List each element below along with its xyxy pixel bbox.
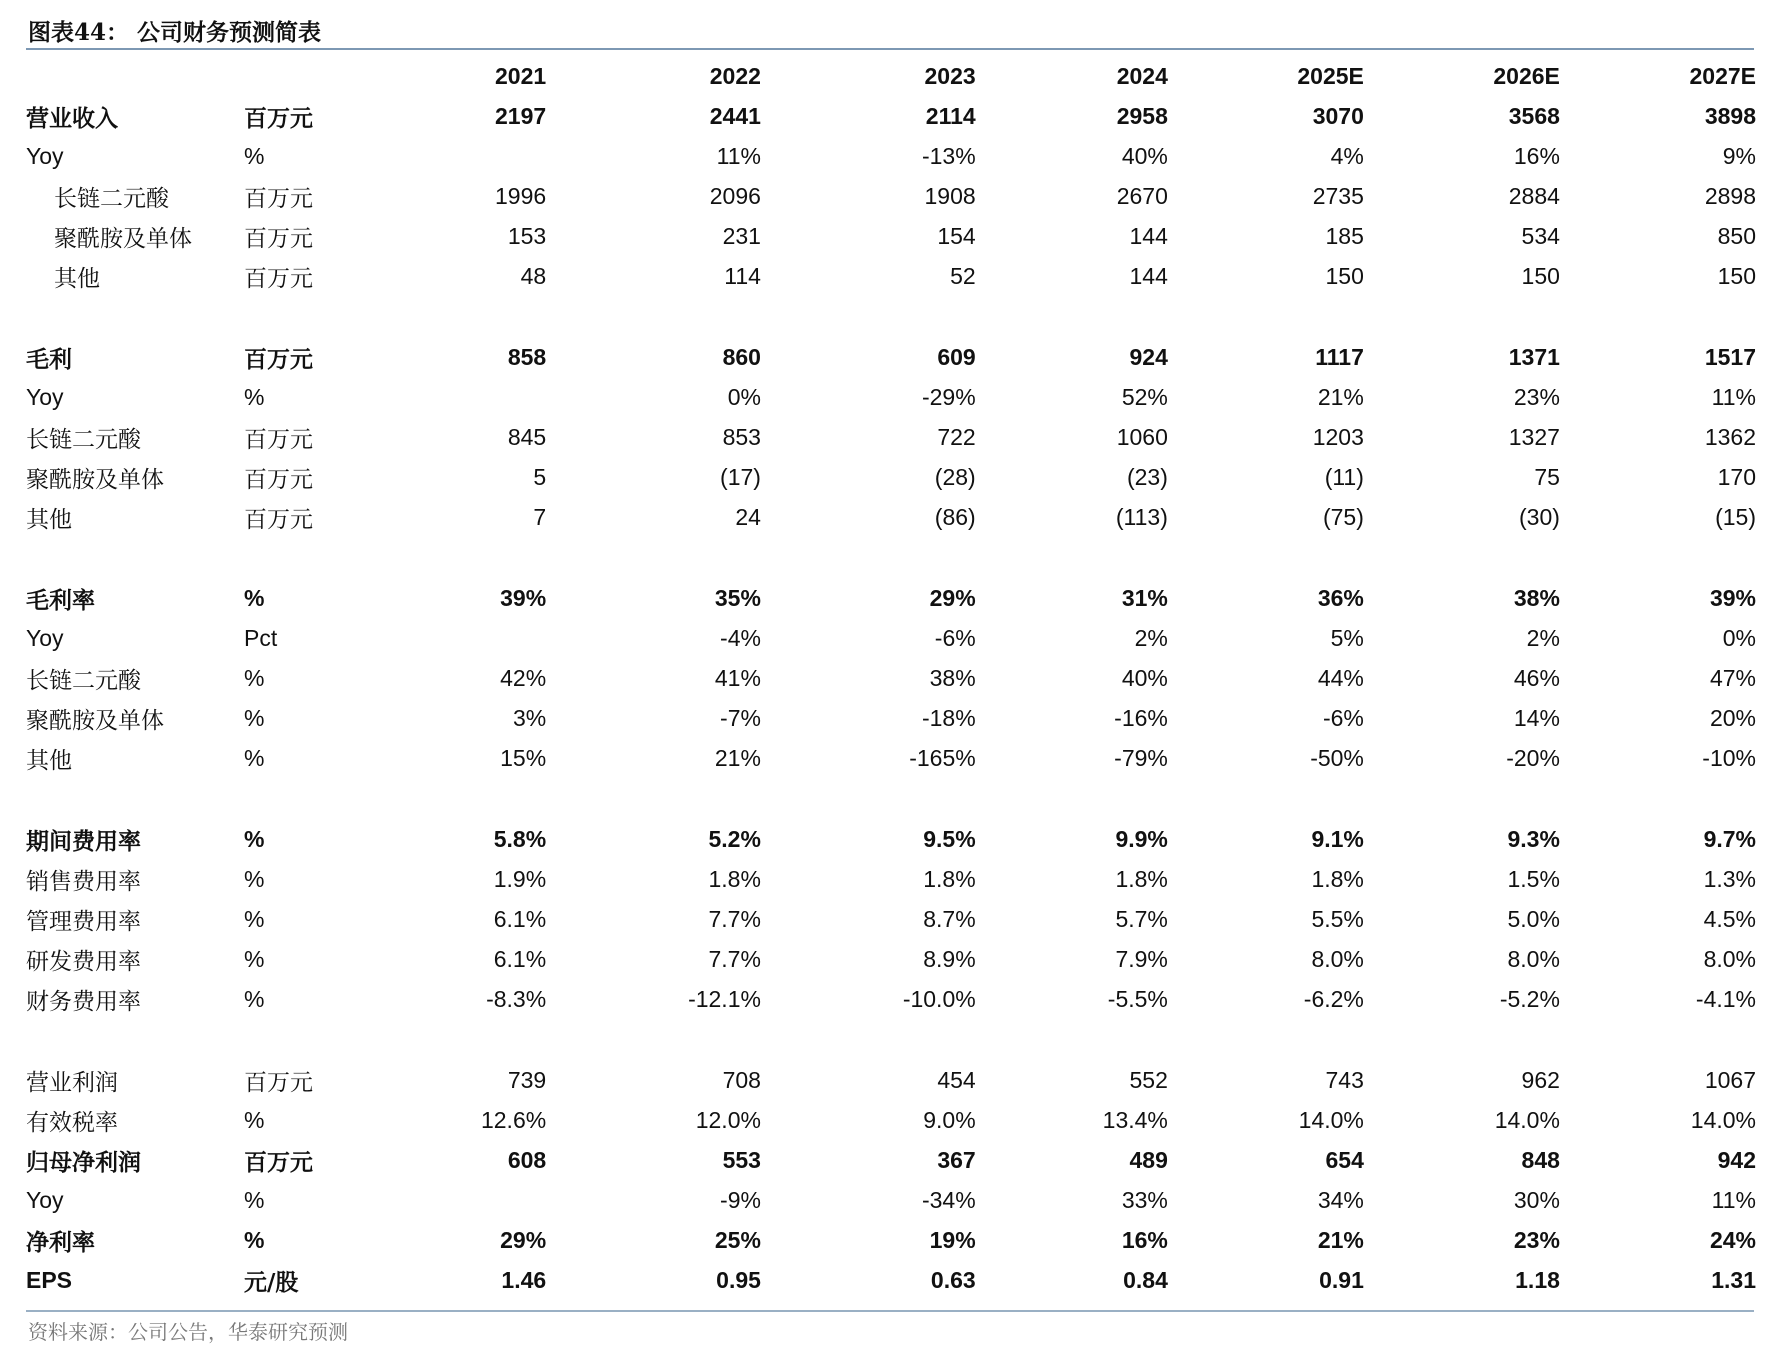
row-unit: % — [244, 825, 265, 852]
value-cell: 5 — [533, 463, 547, 490]
value-cell: 9.1% — [1311, 825, 1364, 852]
value-cell: -18% — [921, 704, 976, 731]
table-title: 图表44： 公司财务预测简表 — [28, 19, 322, 46]
row-label: 其他 — [26, 747, 72, 774]
value-cell: 2197 — [495, 102, 547, 129]
value-cell: -29% — [921, 383, 976, 410]
value-cell: 14% — [1513, 704, 1560, 731]
value-cell: 15% — [500, 744, 547, 771]
value-cell: 39% — [500, 584, 547, 611]
value-cell: 44% — [1317, 664, 1364, 691]
row-unit: 百万元 — [244, 466, 313, 493]
row-label: 有效税率 — [26, 1109, 118, 1136]
table-row — [26, 417, 1756, 457]
value-cell: 853 — [722, 423, 761, 450]
value-cell: 1.3% — [1703, 865, 1756, 892]
value-cell: -79% — [1114, 744, 1168, 771]
value-cell: 170 — [1717, 463, 1756, 490]
row-unit: 百万元 — [244, 185, 313, 212]
value-cell: 33% — [1121, 1186, 1168, 1213]
table-row — [26, 578, 1756, 618]
value-cell: 12.0% — [695, 1106, 761, 1133]
value-cell: 75 — [1534, 463, 1560, 490]
row-unit: % — [244, 584, 265, 611]
value-cell: 9% — [1722, 142, 1756, 169]
value-cell: 48 — [520, 262, 547, 289]
value-cell: 860 — [722, 343, 761, 370]
value-cell: 24% — [1709, 1226, 1756, 1253]
value-cell: 31% — [1121, 584, 1168, 611]
row-unit: Pct — [244, 624, 278, 651]
value-cell: 1.31 — [1711, 1266, 1756, 1293]
value-cell: 144 — [1129, 222, 1168, 249]
value-cell: 40% — [1121, 664, 1168, 691]
value-cell: 14.0% — [1494, 1106, 1560, 1133]
value-cell: 850 — [1717, 222, 1756, 249]
table-row — [26, 256, 1756, 296]
table-row — [26, 1140, 1756, 1180]
value-cell: 3070 — [1312, 102, 1364, 129]
value-cell: 231 — [722, 222, 761, 249]
value-cell: 7.7% — [708, 945, 761, 972]
value-cell: 4% — [1330, 142, 1364, 169]
value-cell: 150 — [1325, 262, 1364, 289]
value-cell: 708 — [722, 1066, 761, 1093]
table-row — [26, 337, 1756, 377]
value-cell: 2096 — [709, 182, 761, 209]
top-rule — [26, 48, 1754, 50]
value-cell: 2898 — [1704, 182, 1756, 209]
row-unit: % — [244, 1106, 265, 1133]
table-row — [26, 1220, 1756, 1260]
value-cell: 21% — [1317, 383, 1364, 410]
value-cell: 153 — [507, 222, 547, 249]
value-cell: 609 — [937, 343, 976, 370]
spacer-cell — [26, 1019, 1756, 1060]
row-label: 归母净利润 — [26, 1148, 141, 1176]
row-label: 长链二元酸 — [54, 185, 169, 212]
value-cell: 29% — [929, 584, 976, 611]
value-cell: 23% — [1513, 383, 1560, 410]
row-label: 毛利 — [26, 345, 72, 373]
value-cell — [354, 618, 546, 658]
value-cell: (30) — [1519, 503, 1560, 530]
row-label: 财务费用率 — [26, 988, 141, 1015]
column-header: 2024 — [1116, 62, 1168, 89]
value-cell: 5.0% — [1507, 905, 1560, 932]
table-row — [26, 1260, 1756, 1300]
source-note: 资料来源：公司公告，华泰研究预测 — [28, 1320, 348, 1344]
table-row — [26, 176, 1756, 216]
value-cell: 8.7% — [923, 905, 976, 932]
row-label: 毛利率 — [26, 586, 95, 614]
value-cell: -16% — [1114, 704, 1168, 731]
value-cell: -7% — [720, 704, 761, 731]
value-cell: 2884 — [1508, 182, 1560, 209]
value-cell: 858 — [507, 343, 547, 370]
row-label: Yoy — [26, 1186, 64, 1213]
value-cell: -13% — [921, 142, 976, 169]
row-unit: % — [244, 664, 265, 691]
value-cell: 2958 — [1116, 102, 1168, 129]
value-cell: 553 — [722, 1146, 761, 1173]
row-unit: % — [244, 1186, 265, 1213]
bottom-rule — [26, 1310, 1754, 1312]
value-cell: 5.7% — [1115, 905, 1168, 932]
value-cell: 47% — [1709, 664, 1756, 691]
value-cell: 7.7% — [708, 905, 761, 932]
row-unit: % — [244, 383, 265, 410]
value-cell: 52% — [1121, 383, 1168, 410]
spacer-cell — [26, 296, 1756, 337]
value-cell: 1.8% — [1311, 865, 1364, 892]
value-cell: 38% — [1513, 584, 1560, 611]
row-label: EPS — [26, 1266, 73, 1293]
spacer-row — [26, 537, 1756, 578]
row-label: 营业利润 — [26, 1069, 118, 1096]
row-label: 期间费用率 — [26, 827, 141, 855]
row-unit: 百万元 — [244, 426, 313, 453]
spacer-row — [26, 296, 1756, 337]
table-row — [26, 618, 1756, 658]
value-cell: 150 — [1521, 262, 1560, 289]
table-row — [26, 377, 1756, 417]
value-cell: -165% — [909, 744, 976, 771]
value-cell: 0% — [727, 383, 761, 410]
value-cell: -5.2% — [1499, 985, 1560, 1012]
row-label: 研发费用率 — [26, 948, 141, 975]
value-cell: 14.0% — [1690, 1106, 1756, 1133]
value-cell: 9.0% — [923, 1106, 976, 1133]
row-unit: 百万元 — [244, 1148, 313, 1176]
value-cell: 38% — [929, 664, 976, 691]
column-header: 2027E — [1689, 62, 1756, 89]
value-cell: 2670 — [1116, 182, 1168, 209]
value-cell: 1117 — [1315, 343, 1364, 370]
column-header: 2021 — [495, 62, 547, 89]
value-cell: 8.9% — [923, 945, 976, 972]
value-cell: 42% — [500, 664, 547, 691]
value-cell: 1.9% — [493, 865, 547, 892]
value-cell: -4.1% — [1695, 985, 1756, 1012]
value-cell: 30% — [1513, 1186, 1560, 1213]
value-cell: 11% — [716, 142, 761, 169]
row-unit: % — [244, 704, 265, 731]
table-row — [26, 457, 1756, 497]
value-cell: 2735 — [1312, 182, 1364, 209]
table-row — [26, 819, 1756, 859]
value-cell: 39% — [1709, 584, 1756, 611]
value-cell: (23) — [1126, 463, 1168, 490]
value-cell: 848 — [1521, 1146, 1560, 1173]
row-unit: 百万元 — [244, 1069, 313, 1096]
table-row — [26, 1100, 1756, 1140]
value-cell: 454 — [937, 1066, 976, 1093]
row-label: 销售费用率 — [26, 868, 141, 895]
value-cell: 20% — [1709, 704, 1756, 731]
value-cell: 34% — [1317, 1186, 1364, 1213]
table-row — [26, 136, 1756, 176]
table-row — [26, 698, 1756, 738]
value-cell: 114 — [724, 262, 761, 289]
value-cell: 552 — [1129, 1066, 1168, 1093]
value-cell: 9.5% — [923, 825, 976, 852]
value-cell: (28) — [934, 463, 976, 490]
value-cell: -12.1% — [688, 985, 761, 1012]
table-body — [26, 96, 1756, 1300]
financial-forecast-table — [26, 56, 1756, 1300]
value-cell: 5.8% — [493, 825, 547, 852]
column-header: 2026E — [1493, 62, 1560, 89]
value-cell: (113) — [1115, 503, 1168, 530]
value-cell: 16% — [1513, 142, 1560, 169]
value-cell: 7 — [533, 503, 547, 530]
value-cell: -20% — [1506, 744, 1560, 771]
row-unit: % — [244, 945, 265, 972]
value-cell: 3898 — [1704, 102, 1756, 129]
value-cell: 1327 — [1508, 423, 1560, 450]
value-cell: 3% — [512, 704, 547, 731]
value-cell: 24 — [735, 503, 761, 530]
value-cell: 0.84 — [1123, 1266, 1168, 1293]
value-cell: 6.1% — [493, 945, 547, 972]
row-unit: % — [244, 985, 265, 1012]
table-row — [26, 738, 1756, 778]
row-unit: % — [244, 142, 265, 169]
value-cell: 11% — [1711, 383, 1756, 410]
table-row — [26, 96, 1756, 136]
row-label: 其他 — [54, 265, 100, 292]
spacer-cell — [26, 537, 1756, 578]
value-cell: 52 — [950, 262, 976, 289]
row-unit: 百万元 — [244, 104, 313, 132]
value-cell: 0.91 — [1319, 1266, 1364, 1293]
row-label: 长链二元酸 — [26, 667, 141, 694]
table-row — [26, 216, 1756, 256]
row-label: 聚酰胺及单体 — [26, 707, 164, 734]
value-cell: 0% — [1722, 624, 1756, 651]
value-cell — [354, 1180, 546, 1220]
value-cell: 1203 — [1312, 423, 1364, 450]
value-cell: 1908 — [924, 182, 976, 209]
value-cell: 1.18 — [1515, 1266, 1560, 1293]
row-unit: % — [244, 1226, 265, 1253]
value-cell: 29% — [500, 1226, 547, 1253]
row-unit: 百万元 — [244, 265, 313, 292]
row-unit: % — [244, 905, 265, 932]
value-cell: 150 — [1717, 262, 1756, 289]
row-label: 长链二元酸 — [26, 426, 141, 453]
value-cell: 0.63 — [930, 1266, 976, 1293]
value-cell: 608 — [507, 1146, 547, 1173]
value-cell: 962 — [1521, 1066, 1560, 1093]
value-cell: 7.9% — [1115, 945, 1168, 972]
value-cell: 1060 — [1116, 423, 1168, 450]
row-label: 净利率 — [26, 1228, 95, 1256]
value-cell: 1067 — [1704, 1066, 1756, 1093]
value-cell: -34% — [921, 1186, 976, 1213]
value-cell: (75) — [1322, 503, 1364, 530]
value-cell: 4.5% — [1703, 905, 1756, 932]
value-cell: 144 — [1129, 262, 1168, 289]
value-cell: 5.5% — [1311, 905, 1364, 932]
row-label: 聚酰胺及单体 — [26, 466, 164, 493]
value-cell: -10.0% — [902, 985, 976, 1012]
value-cell: 21% — [1317, 1226, 1364, 1253]
value-cell: 46% — [1513, 664, 1560, 691]
value-cell: -4% — [720, 624, 761, 651]
row-label: Yoy — [26, 383, 64, 410]
value-cell: 154 — [937, 222, 976, 249]
row-unit: 百万元 — [244, 506, 313, 533]
row-label: Yoy — [26, 624, 64, 651]
value-cell: 845 — [507, 423, 547, 450]
table-row — [26, 899, 1756, 939]
value-cell: 924 — [1129, 343, 1168, 370]
spacer-row — [26, 778, 1756, 819]
value-cell: -6.2% — [1303, 985, 1364, 1012]
table-row — [26, 497, 1756, 537]
value-cell: 2441 — [709, 102, 761, 129]
value-cell: 16% — [1121, 1226, 1168, 1253]
value-cell: -6% — [934, 624, 976, 651]
value-cell: 9.9% — [1115, 825, 1168, 852]
column-header: 2022 — [709, 62, 761, 89]
value-cell: 743 — [1325, 1066, 1364, 1093]
value-cell: 654 — [1325, 1146, 1364, 1173]
value-cell — [354, 136, 546, 176]
value-cell: 19% — [929, 1226, 976, 1253]
value-cell: -50% — [1310, 744, 1364, 771]
value-cell: 1362 — [1704, 423, 1756, 450]
value-cell: 489 — [1129, 1146, 1168, 1173]
value-cell: 2% — [1134, 624, 1168, 651]
value-cell: 185 — [1325, 222, 1364, 249]
value-cell: 6.1% — [493, 905, 547, 932]
value-cell: 5% — [1330, 624, 1364, 651]
row-unit: 元/股 — [244, 1268, 299, 1296]
value-cell: 36% — [1317, 584, 1364, 611]
value-cell: 35% — [714, 584, 761, 611]
value-cell: (86) — [934, 503, 976, 530]
header-unit-spacer — [244, 56, 354, 96]
table-row — [26, 658, 1756, 698]
value-cell: 40% — [1121, 142, 1168, 169]
row-label: 其他 — [26, 506, 72, 533]
value-cell: -10% — [1702, 744, 1756, 771]
value-cell: 1.5% — [1507, 865, 1560, 892]
value-cell: 1371 — [1508, 343, 1560, 370]
value-cell: 23% — [1513, 1226, 1560, 1253]
value-cell: 41% — [714, 664, 761, 691]
row-unit: % — [244, 744, 265, 771]
table-row — [26, 979, 1756, 1019]
table-row — [26, 859, 1756, 899]
value-cell: 8.0% — [1507, 945, 1560, 972]
value-cell: 942 — [1717, 1146, 1756, 1173]
value-cell: 1996 — [495, 182, 547, 209]
value-cell: 8.0% — [1311, 945, 1364, 972]
spacer-row — [26, 1019, 1756, 1060]
spacer-cell — [26, 778, 1756, 819]
value-cell: -8.3% — [486, 985, 547, 1012]
value-cell: 25% — [714, 1226, 761, 1253]
value-cell: 5.2% — [708, 825, 761, 852]
value-cell: 534 — [1521, 222, 1560, 249]
value-cell: 21% — [714, 744, 761, 771]
value-cell — [354, 377, 546, 417]
row-unit: % — [244, 865, 265, 892]
table-row — [26, 1060, 1756, 1100]
value-cell: 1.8% — [923, 865, 976, 892]
row-unit: 百万元 — [244, 345, 313, 373]
value-cell: 11% — [1711, 1186, 1756, 1213]
value-cell: (15) — [1715, 503, 1756, 530]
value-cell: 2% — [1526, 624, 1560, 651]
table-row — [26, 939, 1756, 979]
value-cell: 1.8% — [1115, 865, 1168, 892]
header-row — [26, 56, 1756, 96]
row-label: Yoy — [26, 142, 64, 169]
value-cell: 367 — [937, 1146, 976, 1173]
value-cell: -9% — [720, 1186, 761, 1213]
value-cell: 2114 — [925, 102, 976, 129]
row-unit: 百万元 — [244, 225, 313, 252]
value-cell: -6% — [1322, 704, 1364, 731]
value-cell: 1.8% — [708, 865, 761, 892]
value-cell: 9.3% — [1507, 825, 1560, 852]
value-cell: (11) — [1324, 463, 1364, 490]
row-label: 管理费用率 — [26, 908, 141, 935]
value-cell: 8.0% — [1703, 945, 1756, 972]
value-cell: 3568 — [1508, 102, 1560, 129]
value-cell: 12.6% — [480, 1106, 547, 1133]
header-label-spacer — [26, 56, 244, 96]
value-cell: 9.7% — [1703, 825, 1756, 852]
value-cell: (17) — [720, 463, 761, 490]
value-cell: 722 — [937, 423, 976, 450]
value-cell: -5.5% — [1107, 985, 1168, 1012]
value-cell: 13.4% — [1102, 1106, 1168, 1133]
row-label: 聚酰胺及单体 — [54, 225, 192, 252]
value-cell: 739 — [507, 1066, 547, 1093]
row-label: 营业收入 — [26, 104, 118, 132]
value-cell: 1517 — [1704, 343, 1756, 370]
column-header: 2025E — [1297, 62, 1364, 89]
value-cell: 1.46 — [501, 1266, 547, 1293]
value-cell: 14.0% — [1298, 1106, 1364, 1133]
value-cell: 0.95 — [716, 1266, 761, 1293]
column-header: 2023 — [924, 62, 976, 89]
table-row — [26, 1180, 1756, 1220]
